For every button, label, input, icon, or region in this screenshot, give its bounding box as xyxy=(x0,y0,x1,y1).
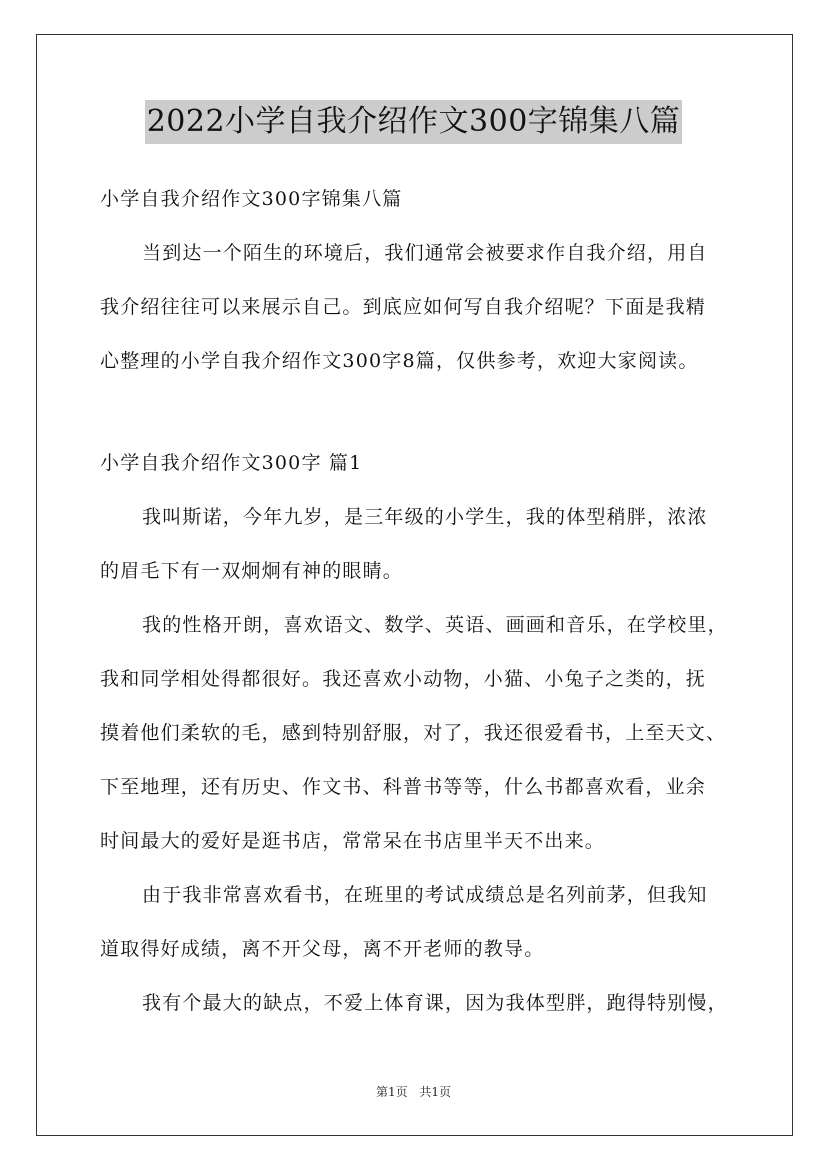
document-body xyxy=(100,172,740,1030)
intro-line: 心整理的小学自我介绍作文300字8篇，仅供参考，欢迎大家阅读。 xyxy=(100,350,699,372)
body-line: 我叫斯诺，今年九岁，是三年级的小学生，我的体型稍胖，浓浓 xyxy=(142,506,708,528)
page-footer xyxy=(0,1083,827,1100)
title-container xyxy=(0,100,827,144)
document-title: 2022小学自我介绍作文300字锦集八篇 xyxy=(145,100,683,144)
page-total: 共1页 xyxy=(419,1085,452,1099)
body-line: 道取得好成绩，离不开父母，离不开老师的教导。 xyxy=(100,938,545,960)
section-heading: 小学自我介绍作文300字 篇1 xyxy=(100,452,363,474)
intro-line: 我介绍往往可以来展示自己。到底应如何写自我介绍呢？下面是我精 xyxy=(100,296,707,318)
body-line: 的眉毛下有一双炯炯有神的眼睛。 xyxy=(100,560,404,582)
intro-line: 当到达一个陌生的环境后，我们通常会被要求作自我介绍，用自 xyxy=(142,242,708,264)
body-line: 由于我非常喜欢看书，在班里的考试成绩总是名列前茅，但我知 xyxy=(142,884,708,906)
body-line: 摸着他们柔软的毛，感到特别舒服，对了，我还很爱看书，上至天文、 xyxy=(100,722,727,744)
body-line: 下至地理，还有历史、作文书、科普书等等，什么书都喜欢看，业余 xyxy=(100,776,707,798)
page-number: 第1页 xyxy=(375,1085,408,1099)
body-line: 我和同学相处得都很好。我还喜欢小动物，小猫、小兔子之类的，抚 xyxy=(100,668,707,690)
body-line: 我有个最大的缺点，不爱上体育课，因为我体型胖，跑得特别慢， xyxy=(142,992,728,1014)
body-line: 时间最大的爱好是逛书店，常常呆在书店里半天不出来。 xyxy=(100,830,606,852)
document-subtitle: 小学自我介绍作文300字锦集八篇 xyxy=(100,188,403,210)
section-spacer xyxy=(100,388,740,436)
body-line: 我的性格开朗，喜欢语文、数学、英语、画画和音乐，在学校里， xyxy=(142,614,728,636)
